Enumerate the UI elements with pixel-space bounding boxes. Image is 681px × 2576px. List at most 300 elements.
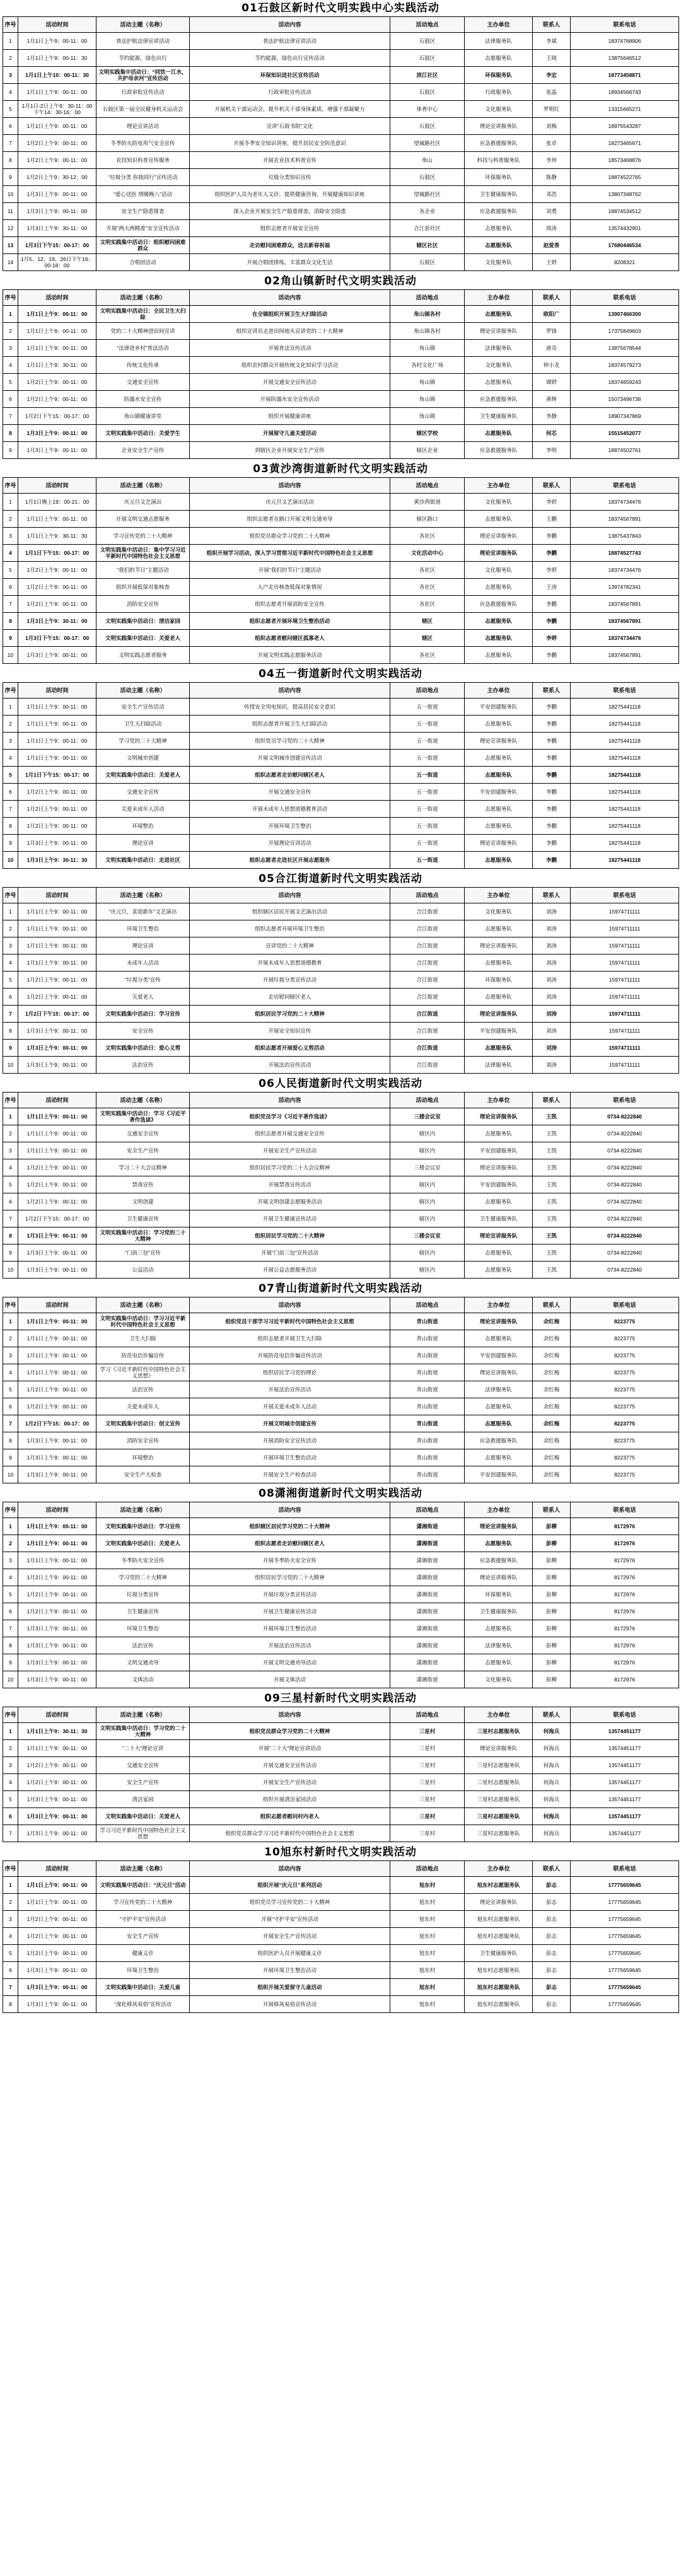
column-header: 活动地点 [390, 1707, 465, 1723]
section-title: 05合江街道新时代文明实践活动 [259, 873, 422, 885]
table-header-row [3, 1707, 679, 1723]
contact-phone: 15974711111 [571, 937, 679, 954]
organizer: 理论宣讲服务队 [465, 545, 533, 562]
activity-time: 1月1日上午9：30-11：30 [18, 1723, 96, 1740]
column-header: 活动主题（名称） [96, 888, 190, 903]
contact-person: 彭柳 [533, 1637, 571, 1654]
column-header: 活动地点 [390, 1297, 465, 1313]
activity-time: 1月1日上午10：00-11：30 [18, 67, 96, 84]
activity-content: 组织居民学习党的二十大精神 [190, 1006, 390, 1023]
organizer: 志愿服务队 [465, 767, 533, 784]
table-row [3, 750, 679, 767]
activity-content: 组织居民学习党的二十大精神 [190, 1569, 390, 1586]
organizer: 理论宣讲服务队 [465, 1108, 533, 1125]
activity-place: 五一街道 [390, 801, 465, 818]
activity-content: 开展安全知识宣传 [190, 1023, 390, 1040]
activity-place: 青山街道 [390, 1449, 465, 1466]
contact-phone: 15974711111 [571, 903, 679, 920]
table-row [3, 169, 679, 186]
row-number: 3 [3, 1347, 18, 1364]
activity-name: “垃圾分类”宣传 [96, 972, 190, 989]
activity-place: 辖区内 [390, 1210, 465, 1227]
contact-phone: 13574451177 [571, 1740, 679, 1757]
activity-place: 石鼓区 [390, 33, 465, 50]
activity-content: 组织志愿者开展安全宣传 [190, 220, 390, 237]
table-row [3, 101, 679, 118]
column-header: 活动内容 [190, 1093, 390, 1108]
table-row [3, 835, 679, 852]
activity-place: 三星村 [390, 1774, 465, 1791]
activity-name: 法治宣传 [96, 1381, 190, 1398]
row-number: 2 [3, 1125, 18, 1142]
contact-person: 李鹏 [533, 835, 571, 852]
activity-content: 组织志愿者慰问村内老人 [190, 1808, 390, 1825]
activity-place: 潇湘街道 [390, 1620, 465, 1637]
activity-name: 学习《习近平新时代中国特色社会主义思想》 [96, 1364, 190, 1381]
organizer: 志愿服务队 [465, 1415, 533, 1432]
activity-time: 1月1日上午9：00-11：00 [18, 920, 96, 937]
organizer: 志愿服务队 [465, 818, 533, 835]
activity-name: 学习党的二十大精神 [96, 733, 190, 750]
activity-name: 文明实践集中活动日：学习《习近平著作选读》 [96, 1108, 190, 1125]
activity-name: 环境整治 [96, 1449, 190, 1466]
contact-phone: 18275441118 [571, 716, 679, 733]
contact-person: 彭柳 [533, 1603, 571, 1620]
activity-content: 开展普法宣传活动 [190, 340, 390, 357]
contact-person: 刘涛 [533, 903, 571, 920]
row-number: 4 [3, 1159, 18, 1176]
activity-time: 1月3日上午9：30-11：30 [18, 852, 96, 869]
table-row [3, 562, 679, 579]
activity-place: 青山街道 [390, 1415, 465, 1432]
activity-name: 文明实践集中活动日：关爱老人 [96, 1808, 190, 1825]
row-number: 11 [3, 203, 18, 220]
table-row [3, 647, 679, 664]
activity-name: 公益活动 [96, 1262, 190, 1279]
activity-time: 1月2日下午15：00-17：00 [18, 1415, 96, 1432]
organizer: 平安创建服务队 [465, 784, 533, 801]
contact-person: 李婷 [533, 562, 571, 579]
organizer: 志愿服务队 [465, 1262, 533, 1279]
section-title: 02角山镇新时代文明实践活动 [264, 275, 417, 287]
contact-phone: 8208321 [571, 254, 679, 271]
organizer: 旭东村志愿服务队 [465, 1996, 533, 2013]
activity-name: 禁毒宣传 [96, 1176, 190, 1193]
activity-place: 旭东村 [390, 1962, 465, 1979]
table-row [3, 494, 679, 511]
activity-time: 1月1日下午15：00-17：00 [18, 767, 96, 784]
organizer: 法律服务队 [465, 340, 533, 357]
table-row [3, 50, 679, 67]
contact-person: 刘涛 [533, 1006, 571, 1023]
contact-phone: 0734-8222840 [571, 1176, 679, 1193]
activity-time: 1月2日上午9：00-11：00 [18, 135, 96, 152]
activity-place: 潇湘街道 [390, 1603, 465, 1620]
activity-time: 1月1日上午9：00-11：00 [18, 1142, 96, 1159]
column-header: 活动地点 [390, 1093, 465, 1108]
row-number: 6 [3, 579, 18, 596]
contact-person: 李鹏 [533, 818, 571, 835]
row-number: 3 [3, 937, 18, 954]
contact-phone: 8223775 [571, 1330, 679, 1347]
contact-phone: 18773458871 [571, 67, 679, 84]
activity-name: 安全生产宣传 [96, 1142, 190, 1159]
organizer: 理论宣讲服务队 [465, 733, 533, 750]
contact-person: 余红梅 [533, 1330, 571, 1347]
activity-place: 体育中心 [390, 101, 465, 118]
column-header: 序号 [3, 478, 18, 494]
activity-content: 开展法治宣传活动 [190, 1637, 390, 1654]
table-row [3, 306, 679, 323]
activity-name: 环境卫生整治 [96, 920, 190, 937]
activity-place: 合江街道 [390, 989, 465, 1006]
table-row [3, 1757, 679, 1774]
row-number: 3 [3, 340, 18, 357]
activity-content: 开展安全生产宣传活动 [190, 1774, 390, 1791]
activity-time: 1月1日上午9：00-11：00 [18, 33, 96, 50]
organizer: 卫生健康服务队 [465, 408, 533, 425]
contact-phone: 15974711111 [571, 989, 679, 1006]
contact-phone: 15974711111 [571, 1057, 679, 1074]
contact-phone: 17775659645 [571, 1928, 679, 1945]
activity-time: 1月2日上午9：00-11：00 [18, 1757, 96, 1774]
table-row [3, 903, 679, 920]
activity-time: 1月3日上午9：00-11：00 [18, 1023, 96, 1040]
activity-time: 1月1日上午9：30-11：00 [18, 357, 96, 374]
activity-place: 旭东村 [390, 1877, 465, 1894]
organizer: 环保服务队 [465, 1586, 533, 1603]
contact-phone: 13574451177 [571, 1825, 679, 1842]
contact-person: 刘涛 [533, 972, 571, 989]
column-header: 联系人 [533, 290, 571, 306]
contact-person: 余红梅 [533, 1313, 571, 1330]
activity-time: 1月1日上午9：00-11：30 [18, 50, 96, 67]
activity-time: 1月1日上午9：00-11：00 [18, 1108, 96, 1125]
row-number: 7 [3, 596, 18, 613]
activity-name: 文明实践志愿者服务 [96, 647, 190, 664]
row-number: 3 [3, 1911, 18, 1928]
activity-time: 1月3日下午15：00-17：00 [18, 237, 96, 254]
activity-place: 石鼓区 [390, 50, 465, 67]
section-title: 07青山街道新时代文明实践活动 [259, 1282, 422, 1295]
organizer: 理论宣讲服务队 [465, 1313, 533, 1330]
table-row [3, 1518, 679, 1535]
column-header: 活动时间 [18, 1861, 96, 1877]
activity-time: 1月1日上午9：00-11：00 [18, 1347, 96, 1364]
activity-time: 1月2日上午9：00-11：00 [18, 562, 96, 579]
activity-content: 组织志愿者开展卫生大扫除 [190, 1330, 390, 1347]
contact-person: 罗明红 [533, 101, 571, 118]
row-number: 9 [3, 630, 18, 647]
activity-name: 清洁家园 [96, 1791, 190, 1808]
table-row [3, 1023, 679, 1040]
table-row [3, 135, 679, 152]
activity-place: 角山 [390, 152, 465, 169]
organizer: 行政服务队 [465, 84, 533, 101]
activity-name: 关爱未成年人 [96, 1398, 190, 1415]
activity-place: 青山街道 [390, 1330, 465, 1347]
table-row [3, 784, 679, 801]
activity-time: 1月3日上午9：00-11：00 [18, 1637, 96, 1654]
activity-place: 五一街道 [390, 835, 465, 852]
table-row [3, 1227, 679, 1244]
activity-place: 文化活动中心 [390, 545, 465, 562]
contact-person: 王凯 [533, 1159, 571, 1176]
organizer: 志愿服务队 [465, 511, 533, 528]
activity-time: 1月1日上午9：00-11：00 [18, 1552, 96, 1569]
contact-phone: 17775659645 [571, 1911, 679, 1928]
row-number: 4 [3, 1928, 18, 1945]
contact-person: 唐亮 [533, 340, 571, 357]
row-number: 13 [3, 237, 18, 254]
organizer: 文化服务队 [465, 1671, 533, 1688]
contact-person: 余红梅 [533, 1432, 571, 1449]
contact-phone: 17775659645 [571, 1962, 679, 1979]
row-number: 8 [3, 152, 18, 169]
organizer: 理论宣讲服务队 [465, 118, 533, 135]
contact-phone: 18874527743 [571, 545, 679, 562]
table-row [3, 1535, 679, 1552]
row-number: 3 [3, 733, 18, 750]
row-number: 2 [3, 50, 18, 67]
activity-name: 关爱老人 [96, 989, 190, 1006]
activity-table [3, 682, 679, 869]
table-row [3, 1040, 679, 1057]
activity-content: 组织党员群众学习党的二十大精神 [190, 528, 390, 545]
table-row [3, 1313, 679, 1330]
activity-place: 角山镇各村 [390, 306, 465, 323]
activity-time: 1月1日上午9：00-11：00 [18, 733, 96, 750]
row-number: 9 [3, 1040, 18, 1057]
activity-content: 组织党员群众学习习近平新时代中国特色社会主义思想 [190, 1825, 390, 1842]
activity-content: 开展合唱团排练，丰富群众文化生活 [190, 254, 390, 271]
activity-place: 石鼓区 [390, 254, 465, 271]
contact-phone: 8172976 [571, 1637, 679, 1654]
row-number: 10 [3, 1262, 18, 1279]
column-header: 活动内容 [190, 888, 390, 903]
contact-phone: 13875678544 [571, 340, 679, 357]
organizer: 法律服务队 [465, 33, 533, 50]
activity-content: 开展机关干部运动会，提升机关干部身体素质，增强干部凝聚力 [190, 101, 390, 118]
activity-time: 1月1日上午9：00-11：00 [18, 1313, 96, 1330]
column-header: 主办单位 [465, 290, 533, 306]
section [3, 1690, 678, 1842]
activity-time: 1月2日上午9：00-11：00 [18, 596, 96, 613]
column-header: 活动地点 [390, 1502, 465, 1518]
activity-place: 潇湘街道 [390, 1654, 465, 1671]
contact-phone: 0734-8222840 [571, 1108, 679, 1125]
contact-person: 王凯 [533, 1210, 571, 1227]
contact-person: 邓浩 [533, 186, 571, 203]
contact-phone: 18374567891 [571, 647, 679, 664]
row-number: 3 [3, 1757, 18, 1774]
contact-person: 李鹏 [533, 852, 571, 869]
row-number: 5 [3, 562, 18, 579]
organizer: 旭东村志愿服务队 [465, 1962, 533, 1979]
section [3, 666, 678, 869]
row-number: 5 [3, 1586, 18, 1603]
organizer: 志愿服务队 [465, 237, 533, 254]
contact-person: 何海兵 [533, 1757, 571, 1774]
row-number: 6 [3, 989, 18, 1006]
row-number: 3 [3, 1552, 18, 1569]
table-header-row [3, 17, 679, 33]
activity-content: 组织农村群众开展传统文化知识学习活动 [190, 357, 390, 374]
activity-time: 1月1日上午9：00-11：00 [18, 699, 96, 716]
activity-time: 1月3日上午9：00-11：00 [18, 1671, 96, 1688]
row-number: 10 [3, 852, 18, 869]
contact-person: 王凯 [533, 1142, 571, 1159]
activity-content: 组织开展关爱留守儿童活动 [190, 1979, 390, 1996]
contact-person: 李鹏 [533, 716, 571, 733]
activity-content: 组织开展健康讲座 [190, 408, 390, 425]
row-number: 9 [3, 835, 18, 852]
contact-person: 王晓 [533, 50, 571, 67]
table-row [3, 699, 679, 716]
column-header: 序号 [3, 1707, 18, 1723]
table-row [3, 1586, 679, 1603]
activity-name: 行政审批宣传活动 [96, 84, 190, 101]
contact-person: 张晶 [533, 84, 571, 101]
column-header: 活动主题（名称） [96, 1502, 190, 1518]
organizer: 卫生健康服务队 [465, 186, 533, 203]
activity-content: 开展公益志愿服务活动 [190, 1262, 390, 1279]
organizer: 三星村志愿服务队 [465, 1723, 533, 1740]
column-header: 主办单位 [465, 888, 533, 903]
row-number: 7 [3, 801, 18, 818]
table-row [3, 1740, 679, 1757]
activity-time: 1月2日下午15：00-17：00 [18, 1006, 96, 1023]
activity-time: 1月2日上午9：00-11：00 [18, 972, 96, 989]
activity-name: 安全生产宣传活动 [96, 699, 190, 716]
table-row [3, 852, 679, 869]
activity-time: 1月3日上午9：00-11：00 [18, 1057, 96, 1074]
activity-place: 潇湘街道 [390, 1535, 465, 1552]
contact-phone: 13574451177 [571, 1723, 679, 1740]
contact-person: 彭柳 [533, 1654, 571, 1671]
row-number: 8 [3, 1432, 18, 1449]
activity-name: 法治宣传 [96, 1057, 190, 1074]
table-row [3, 1108, 679, 1125]
organizer: 理论宣讲服务队 [465, 1364, 533, 1381]
activity-name: 组织开展低保对象核查 [96, 579, 190, 596]
activity-content: 开展农业技术科普宣传 [190, 152, 390, 169]
row-number: 4 [3, 357, 18, 374]
activity-name: 冬季防火安全宣传 [96, 1552, 190, 1569]
activity-time: 1月1日上午9：00-11：00 [18, 323, 96, 340]
table-row [3, 118, 679, 135]
activity-name: 开展文明交通志愿服务 [96, 511, 190, 528]
activity-place: 潇湘街道 [390, 1518, 465, 1535]
organizer: 平安创建服务队 [465, 699, 533, 716]
activity-name: 消防安全宣传 [96, 596, 190, 613]
contact-person: 何海兵 [533, 1808, 571, 1825]
activity-time: 1月2日上午9：00-11：00 [18, 784, 96, 801]
activity-name: 环境卫生整治 [96, 1620, 190, 1637]
activity-time: 1月3日上午9：00-11：00 [18, 1040, 96, 1057]
organizer: 志愿服务队 [465, 579, 533, 596]
activity-table [3, 887, 679, 1074]
contact-person: 王婷 [533, 254, 571, 271]
organizer: 志愿服务队 [465, 1193, 533, 1210]
activity-table [3, 1860, 679, 2013]
organizer: 理论宣讲服务队 [465, 1159, 533, 1176]
activity-content: 组织党员学习宣传党的二十大精神 [190, 1894, 390, 1911]
column-header: 联系人 [533, 888, 571, 903]
contact-person: 余红梅 [533, 1364, 571, 1381]
table-row [3, 630, 679, 647]
row-number: 9 [3, 442, 18, 459]
contact-phone: 18374567891 [571, 613, 679, 630]
row-number: 6 [3, 1962, 18, 1979]
contact-person: 彭志 [533, 1979, 571, 1996]
activity-time: 1月1日上午9：00-11：00 [18, 1877, 96, 1894]
organizer: 应急救援服务队 [465, 442, 533, 459]
table-row [3, 1637, 679, 1654]
activity-content: 开展交通安全宣传 [190, 784, 390, 801]
column-header: 联系电话 [571, 1707, 679, 1723]
contact-person: 何芯 [533, 425, 571, 442]
activity-content: 宣讲“石鼓书院”文化 [190, 118, 390, 135]
column-header: 联系电话 [571, 290, 679, 306]
activity-name: 卫生大扫除 [96, 1330, 190, 1347]
contact-person: 何海兵 [533, 1723, 571, 1740]
contact-phone: 15073496738 [571, 391, 679, 408]
activity-time: 1月2日上午9：00-11：00 [18, 1928, 96, 1945]
row-number: 4 [3, 954, 18, 972]
activity-content: 组织志愿者走进社区开展志愿服务 [190, 852, 390, 869]
row-number: 6 [3, 784, 18, 801]
activity-place: 角山镇 [390, 340, 465, 357]
contact-phone: 0734-8222840 [571, 1227, 679, 1244]
activity-place: 角山镇 [390, 391, 465, 408]
activity-content: 组织志愿者开展爱心义剪活动 [190, 1040, 390, 1057]
table-row [3, 391, 679, 408]
activity-name: 庆元旦文艺演出 [96, 494, 190, 511]
column-header: 活动时间 [18, 1093, 96, 1108]
row-number: 2 [3, 323, 18, 340]
table-row [3, 1176, 679, 1193]
activity-time: 1月1日上午9：00-11：00 [18, 903, 96, 920]
row-number: 7 [3, 408, 18, 425]
column-header: 主办单位 [465, 1093, 533, 1108]
activity-place: 角山镇 [390, 374, 465, 391]
row-number: 10 [3, 1466, 18, 1483]
organizer: 法律服务队 [465, 1381, 533, 1398]
activity-time: 1月2日上午9：00-11：00 [18, 1398, 96, 1415]
contact-phone: 0734-8222840 [571, 1244, 679, 1262]
contact-phone: 18934566743 [571, 84, 679, 101]
activity-time: 1月1日上午9：00-11：00 [18, 118, 96, 135]
contact-person: 彭志 [533, 1911, 571, 1928]
contact-person: 彭柳 [533, 1569, 571, 1586]
activity-time: 1月1日下午15：00-17：00 [18, 545, 96, 562]
organizer: 文化服务队 [465, 903, 533, 920]
activity-name: 安全生产宣传 [96, 1928, 190, 1945]
organizer: 应急救援服务队 [465, 203, 533, 220]
column-header: 联系电话 [571, 478, 679, 494]
column-header: 序号 [3, 1861, 18, 1877]
activity-time: 1月3日上午9：00-11：00 [18, 442, 96, 459]
organizer: 志愿服务队 [465, 1535, 533, 1552]
activity-time: 1月2日上午9：00-11：00 [18, 1176, 96, 1193]
activity-time: 1月3日上午9：00-11：00 [18, 425, 96, 442]
activity-name: 交通安全宣传 [96, 374, 190, 391]
activity-place: 潇湘街道 [390, 1569, 465, 1586]
organizer: 志愿服务队 [465, 1330, 533, 1347]
contact-person: 李静 [533, 408, 571, 425]
row-number: 2 [3, 920, 18, 937]
